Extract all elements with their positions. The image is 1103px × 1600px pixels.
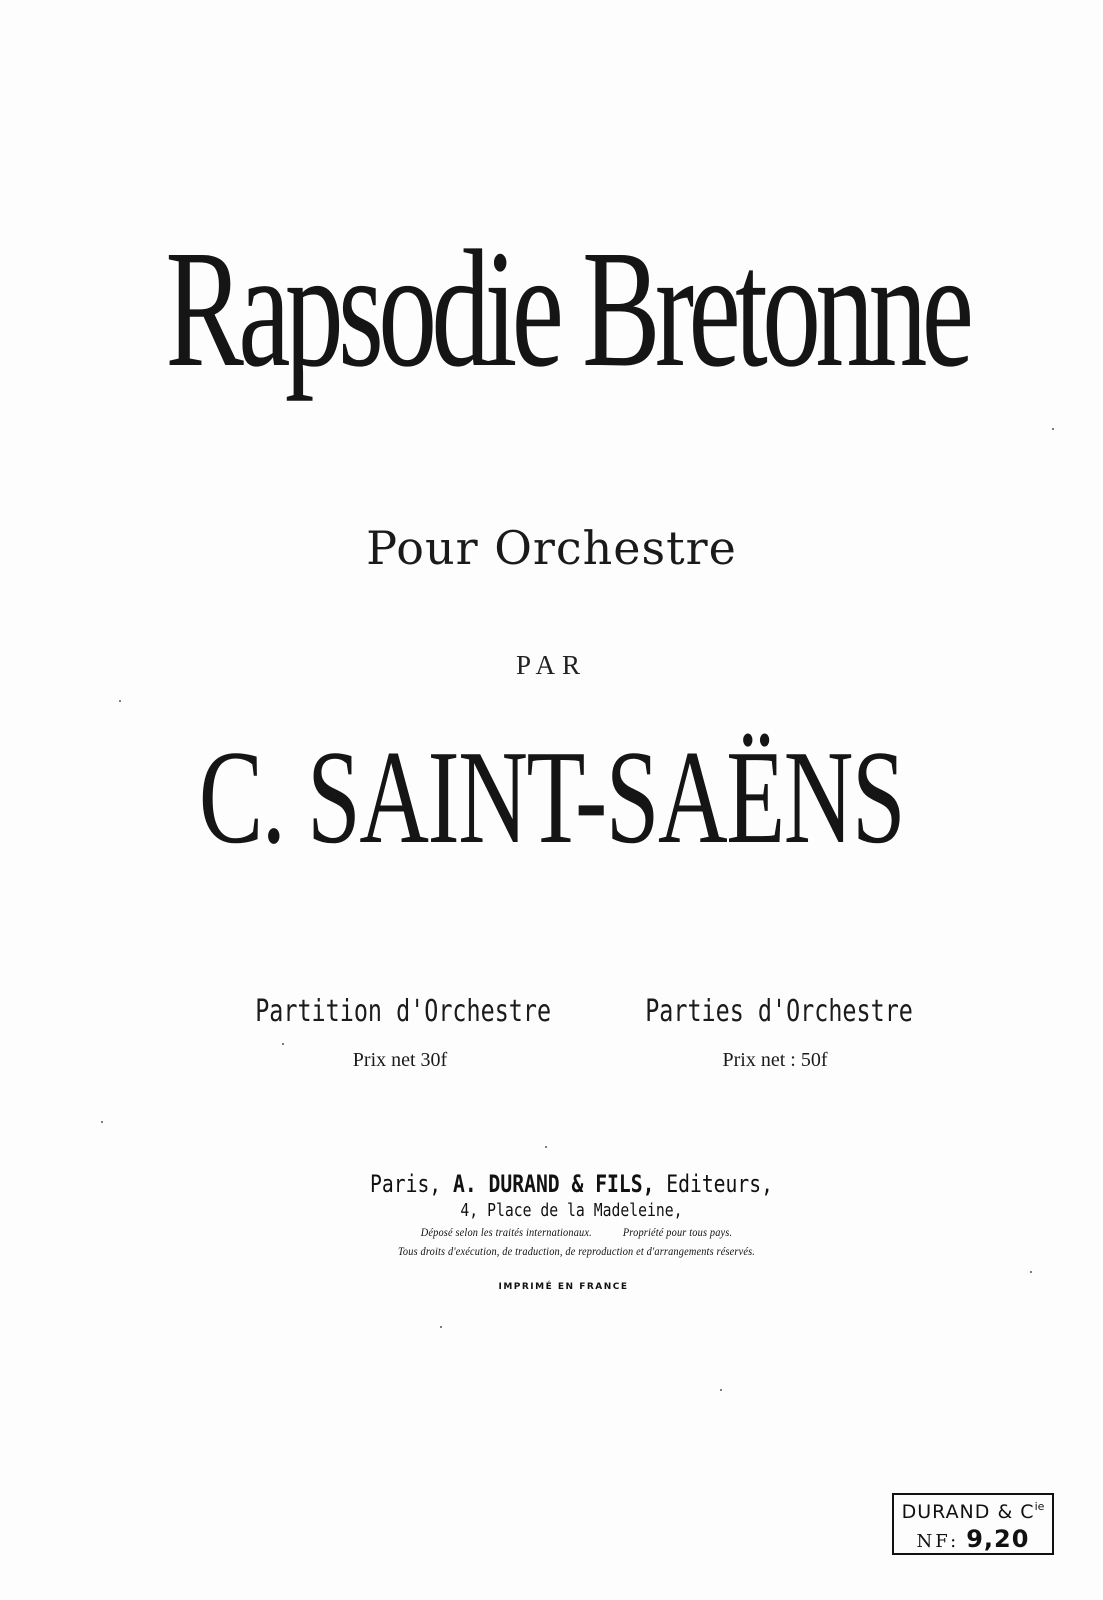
paper-speck [440, 1326, 442, 1328]
rights-treaty: Déposé selon les traités internationaux. [420, 1225, 592, 1239]
edition-score [220, 994, 552, 1072]
stamp-price: 9,20 [966, 1525, 1030, 1553]
publisher-city: Paris, [370, 1170, 442, 1198]
paper-speck [545, 1146, 547, 1148]
rights-property: Propriété pour tous pays. [622, 1225, 733, 1239]
publisher-address: 4, Place de la Madeleine, [460, 1200, 683, 1221]
edition-parts-price: Prix net : 50f [722, 1049, 828, 1071]
paper-speck [720, 1389, 722, 1391]
work-title: Rapsodie Bretonne [165, 216, 969, 402]
price-stamp [892, 1493, 1054, 1555]
imprint-note: IMPRIMÉ EN FRANCE [498, 1282, 629, 1292]
paper-speck [1052, 428, 1054, 430]
publisher-name: A. DURAND & FILS, [453, 1170, 655, 1198]
stamp-publisher-name: DURAND & C [901, 1501, 1035, 1523]
edition-parts-heading: Parties d'Orchestre [645, 994, 913, 1029]
publisher-block [0, 1170, 1103, 1259]
publisher-role: Editeurs, [666, 1170, 773, 1198]
stamp-publisher [894, 1500, 1052, 1523]
stamp-publisher-sup: ie [1034, 1500, 1045, 1513]
paper-speck [1030, 1271, 1032, 1273]
edition-score-price: Prix net 30f [352, 1049, 448, 1071]
edition-parts [610, 994, 930, 1072]
work-subtitle: Pour Orchestre [366, 521, 737, 575]
rights-line-1 [124, 1225, 1030, 1240]
publisher-line [136, 1170, 1008, 1198]
paper-speck [282, 1043, 284, 1045]
rights-line-2: Tous droits d'exécution, de traduction, de reproduction et d'arrangements réservés. [397, 1244, 756, 1258]
stamp-price-line [894, 1525, 1052, 1553]
paper-speck [119, 700, 121, 702]
edition-score-heading: Partition d'Orchestre [255, 994, 552, 1029]
stamp-label: NF: [916, 1531, 960, 1552]
composer-name: C. SAINT-SAËNS [198, 723, 905, 871]
by-label: PAR [515, 650, 588, 680]
paper-speck [101, 1121, 103, 1123]
